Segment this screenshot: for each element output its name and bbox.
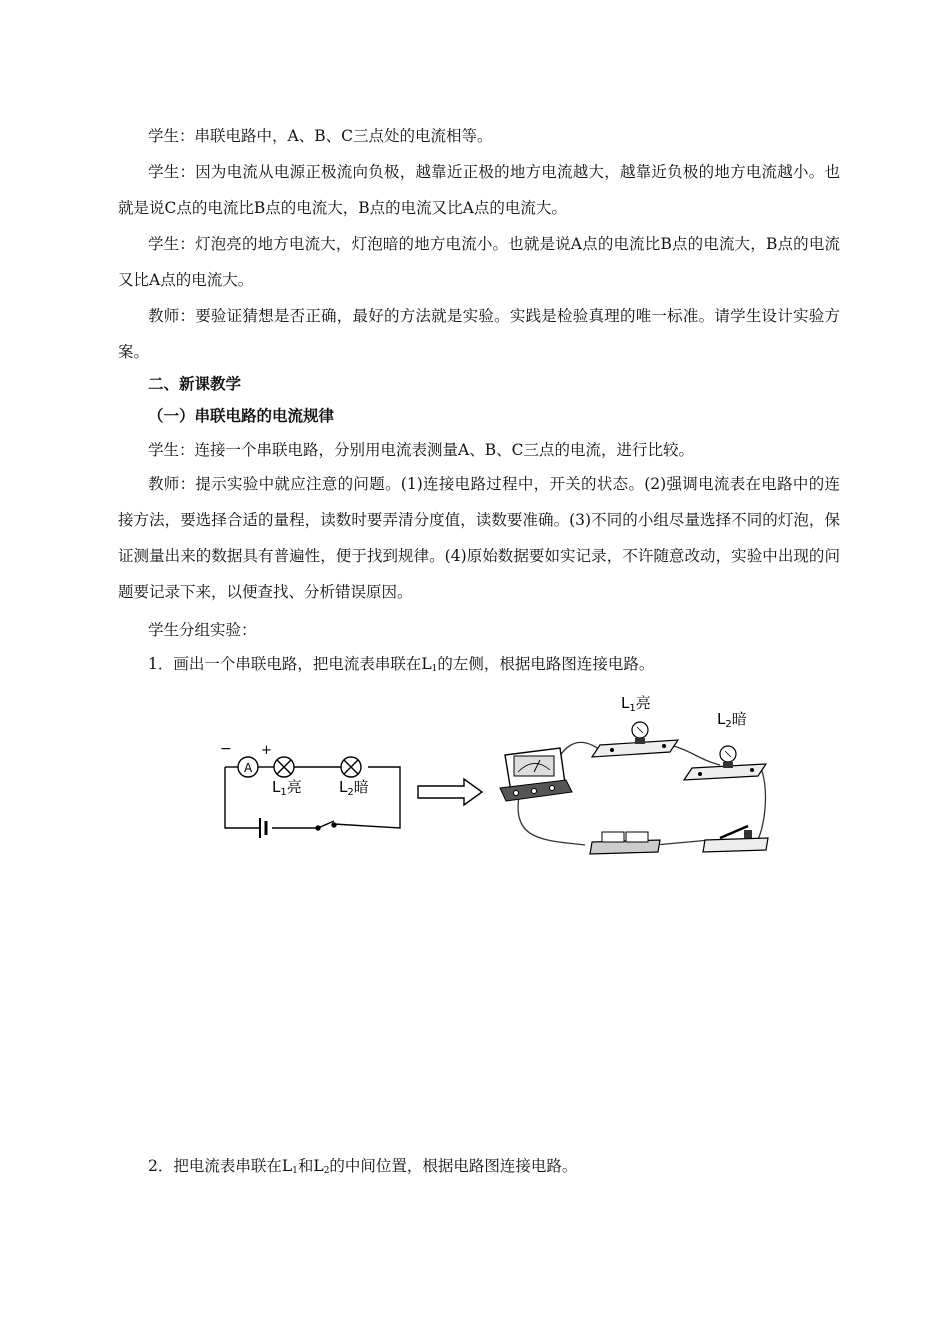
paragraph-student-5: 学生分组实验：	[148, 621, 257, 639]
paragraph-student-1: 学生：串联电路中，A、B、C三点处的电流相等。	[148, 127, 493, 145]
paragraph-teacher-2: 教师：提示实验中就应注意的问题。(1)连接电路过程中，开关的状态。(2)强调电流表在电路中的连接方法，要选择合适的量程，读数时要弄清分度值，读数要准确。(3)不同的小组尽量选择不同的灯泡，保证测量出来的数据具有普遍性，便于找到规律。(4)原始数据要如实记录，不许随意改动，实验中出现的问题要记录下来，以便查找、分析错误原因。	[118, 475, 840, 601]
lamp-l1-device	[592, 722, 678, 757]
paragraph-student-2: 学生：因为电流从电源正极流向负极，越靠近正极的地方电流越大，越靠近负极的地方电流越小。也就是说C点的电流比B点的电流大，B点的电流又比A点的电流大。	[118, 163, 840, 217]
paragraph-student-3: 学生：灯泡亮的地方电流大，灯泡暗的地方电流小。也就是说A点的电流比B点的电流大，B点的电流又比A点的电流大。	[118, 235, 840, 289]
lamp-l2-symbol	[341, 757, 361, 777]
step-1: 1．画出一个串联电路，把电流表串联在$L_1$的左侧，根据电路图连接电路。	[148, 655, 655, 674]
lamp-l1-device-label: $L_1$亮	[621, 694, 651, 714]
lamp-l2-label: $L_2$暗	[339, 778, 369, 798]
lamp-l2-device	[684, 746, 766, 780]
switch-device	[703, 826, 768, 852]
battery-device	[590, 832, 660, 854]
plus-sign: +	[261, 743, 272, 758]
lamp-l1-symbol	[274, 757, 294, 777]
circuit-schematic	[225, 767, 400, 838]
right-arrow-icon	[418, 779, 482, 805]
circuit-figure	[200, 680, 800, 870]
section-heading: 二、新课教学	[148, 375, 242, 393]
ammeter-device	[500, 748, 572, 801]
subsection-heading: （一）串联电路的电流规律	[148, 407, 335, 425]
lamp-l2-device-label: $L_2$暗	[717, 710, 747, 730]
ammeter-label: A	[244, 761, 253, 775]
paragraph-student-4: 学生：连接一个串联电路，分别用电流表测量A、B、C三点的电流，进行比较。	[148, 441, 694, 459]
paragraph-teacher-1: 教师：要验证猜想是否正确，最好的方法就是实验。实践是检验真理的唯一标准。请学生设计实验方案。	[118, 307, 840, 361]
lamp-l1-label: $L_1$亮	[272, 778, 302, 798]
step-2: 2．把电流表串联在$L_1$和$L_2$的中间位置，根据电路图连接电路。	[148, 1157, 578, 1176]
minus-sign: −	[220, 741, 232, 757]
